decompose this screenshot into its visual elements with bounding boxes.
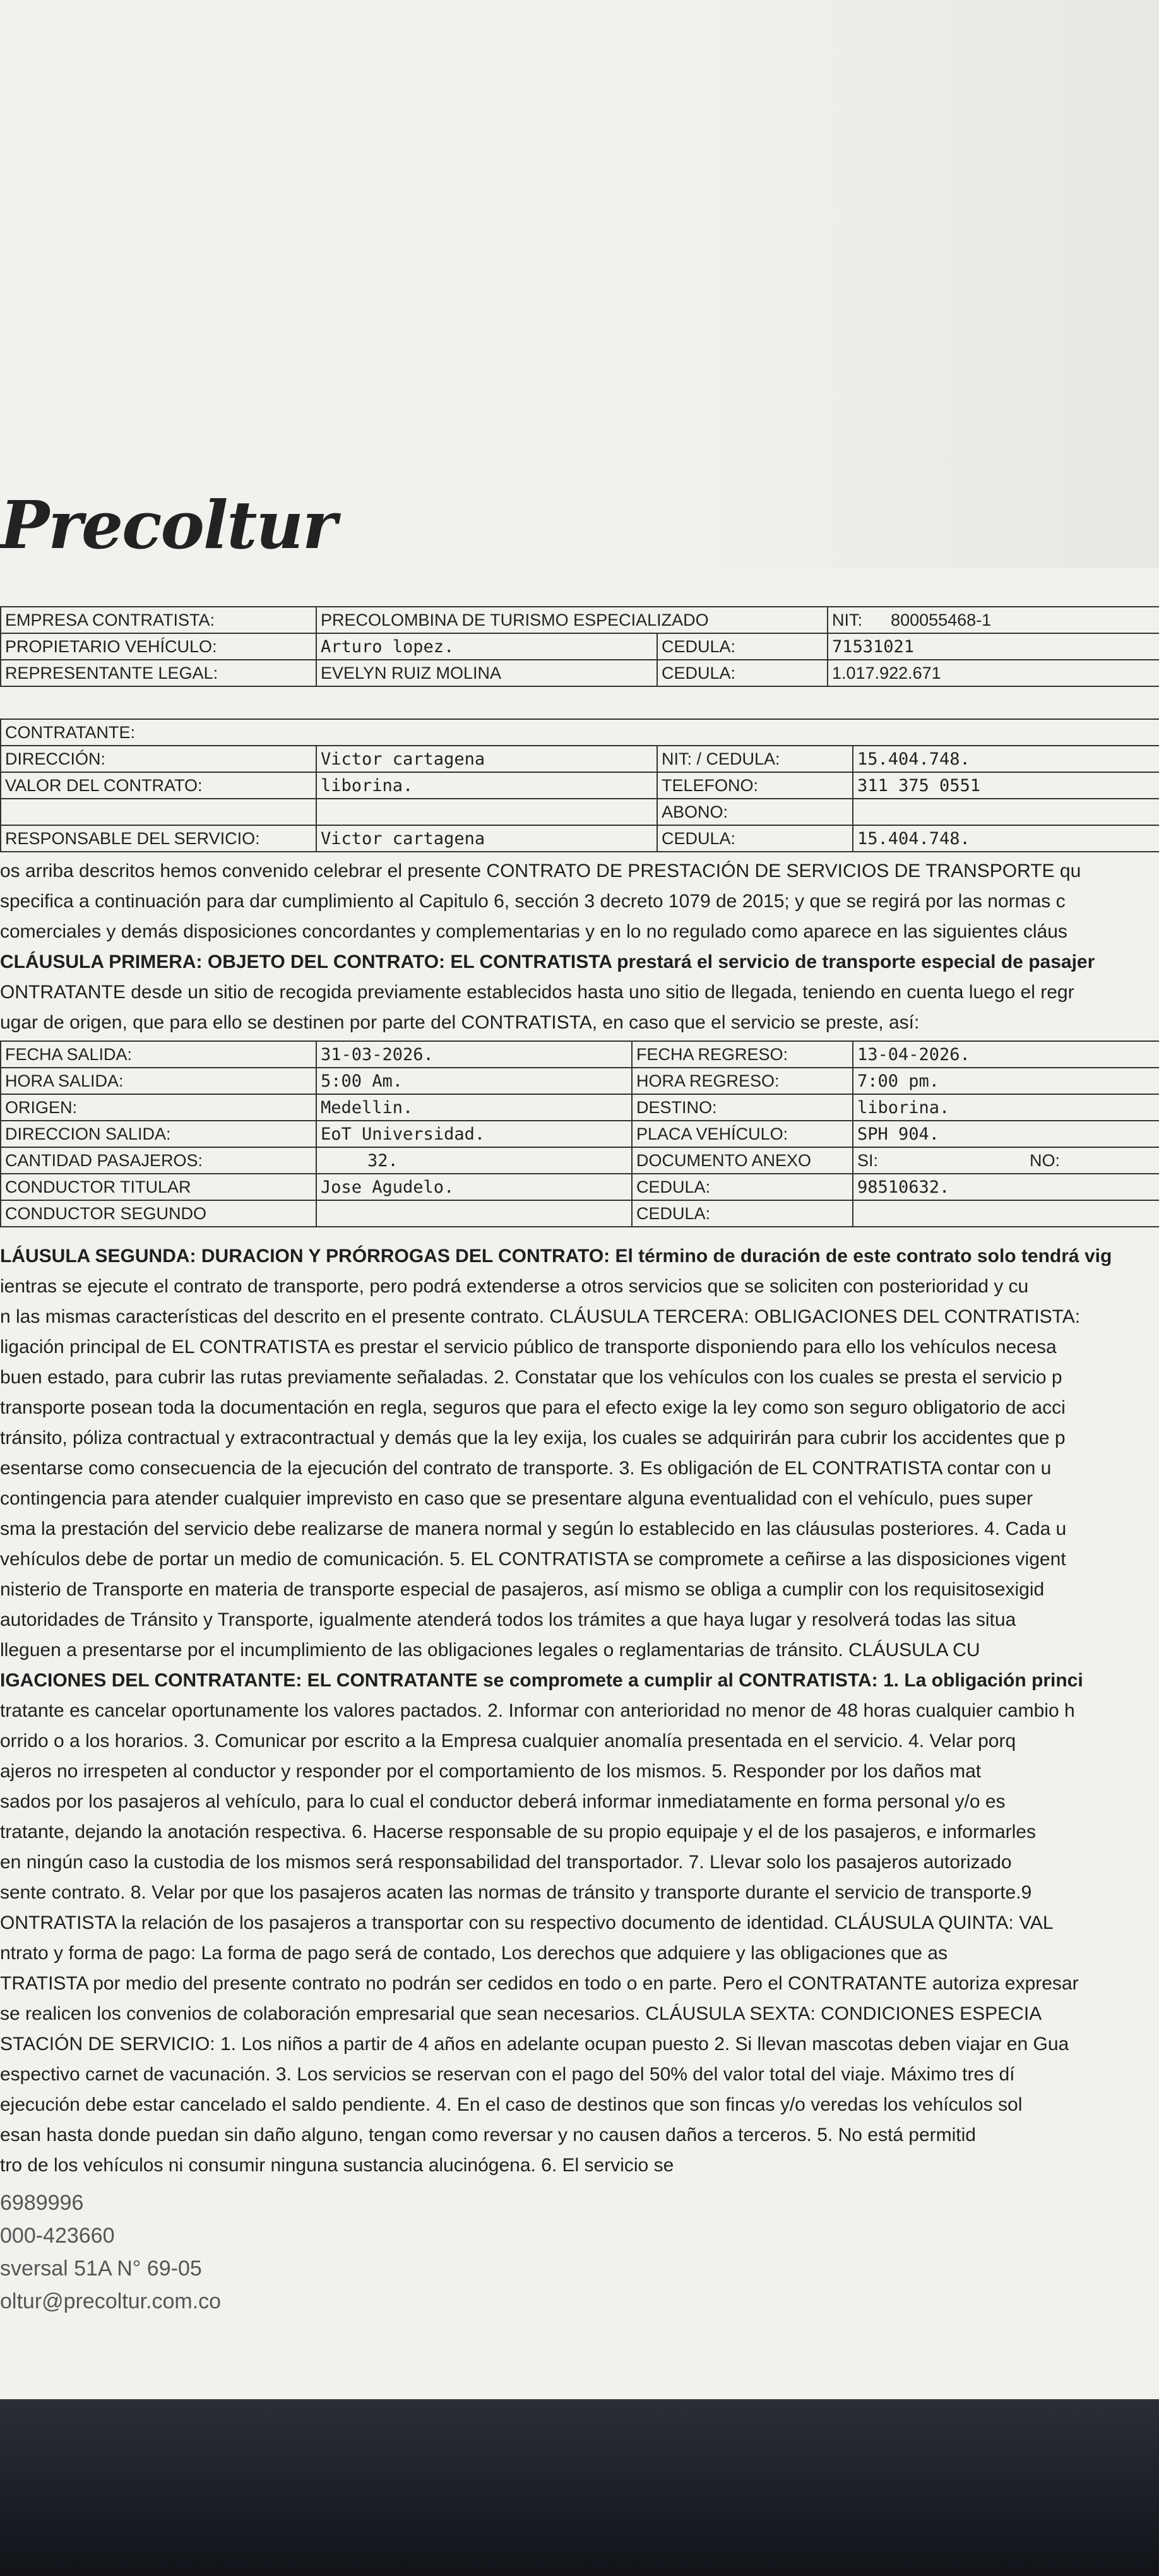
hora-regreso-label: HORA REGRESO:: [632, 1068, 853, 1094]
propietario-label: PROPIETARIO VEHÍCULO:: [1, 633, 316, 660]
company-table: [0, 606, 1159, 687]
destino-label: DESTINO:: [632, 1094, 853, 1121]
conductor-segundo-cedula-label: CEDULA:: [632, 1200, 853, 1227]
representante-value: EVELYN RUIZ MOLINA: [316, 660, 657, 686]
hora-salida-label: HORA SALIDA:: [1, 1068, 316, 1094]
nit-label: NIT:: [832, 610, 863, 629]
intro-line: ugar de origen, que para ello se destinen por parte del CONTRATISTA, en caso que el servicio se preste, así:: [0, 1012, 920, 1033]
clause-line: orrido o a los horarios. 3. Comunicar por escrito a la Empresa cualquier anomalía presentada en el servicio. 4. Velar porq: [0, 1731, 1016, 1751]
responsable-cedula-label: CEDULA:: [657, 825, 853, 852]
clause-line: buen estado, para cubrir las rutas previamente señaladas. 2. Constatar que los vehículos con los cuales se presta el servicio p: [0, 1367, 1062, 1388]
company-logo: Precoltur: [0, 486, 336, 564]
clause-line: espectivo carnet de vacunación. 3. Los servicios se reservan con el pago del 50% del valor total del viaje. Máximo tres dí: [0, 2064, 1015, 2085]
clause-line: nisterio de Transporte en materia de transporte especial de pasajeros, así mismo se obliga a cumplir con los requisitosexigid: [0, 1579, 1045, 1600]
nit-cell: [828, 607, 1159, 633]
clause-line: ejecución debe estar cancelado el saldo pendiente. 4. En el caso de destinos que son fincas y/o veredas los vehículos sol: [0, 2094, 1023, 2115]
propietario-cedula-value: 71531021: [828, 633, 1159, 660]
clause-line: tro de los vehículos ni consumir ninguna sustancia alucinógena. 6. El servicio se: [0, 2155, 674, 2176]
telefono-value: 311 375 0551: [853, 772, 1159, 799]
origen-label: ORIGEN:: [1, 1094, 316, 1121]
clause-line: tratante es cancelar oportunamente los valores pactados. 2. Informar con anterioridad no menor de 48 horas cualquier cambio h: [0, 1700, 1075, 1721]
fecha-salida-label: FECHA SALIDA:: [1, 1041, 316, 1068]
clause-line: tratante, dejando la anotación respectiva. 6. Hacerse responsable de su propio equipaje y el de los pasajeros, e informarles: [0, 1822, 1036, 1842]
placa-value: SPH 904.: [853, 1121, 1159, 1147]
paper-fold-shadow: [631, 0, 1159, 568]
conductor-titular-cedula-label: CEDULA:: [632, 1174, 853, 1200]
clause-line: n las mismas características del descrito en el presente contrato. CLÁUSULA TERCERA: OBLIGACIONES DEL CONTRATISTA:: [0, 1306, 1081, 1327]
valor-value: liborina.: [316, 772, 657, 799]
footer-phone: 6989996: [0, 2191, 84, 2215]
responsable-placeholder-label: [1, 799, 316, 825]
propietario-value: Arturo lopez.: [316, 633, 657, 660]
destino-value: liborina.: [853, 1094, 1159, 1121]
responsable-cedula-value: 15.404.748.: [853, 825, 1159, 852]
fecha-regreso-label: FECHA REGRESO:: [632, 1041, 853, 1068]
clause-line: esentarse como consecuencia de la ejecución del contrato de transporte. 3. Es obligación de EL CONTRATISTA contar con u: [0, 1458, 1052, 1479]
direccion-salida-label: DIRECCION SALIDA:: [1, 1121, 316, 1147]
clause-line: tránsito, póliza contractual y extracontractual y demás que la ley exija, los cuales se adquirirán para cubrir los accidentes que p: [0, 1428, 1066, 1448]
clause-line: ONTRATISTA la relación de los pasajeros a transportar con su respectivo documento de identidad. CLÁUSULA QUINTA: VAL: [0, 1912, 1054, 1933]
empty-cell: [316, 799, 657, 825]
clause-line: se realicen los convenios de colaboración empresarial que sean necesarios. CLÁUSULA SEXTA: CONDICIONES ESPECIA: [0, 2003, 1042, 2024]
hora-salida-value: 5:00 Am.: [316, 1068, 632, 1094]
nit-cedula-label: NIT: / CEDULA:: [657, 746, 853, 772]
clause-line: sma la prestación del servicio debe realizarse de manera normal y según lo establecido en las cláusulas posteriores. 4. Cada u: [0, 1518, 1067, 1539]
empresa-label: EMPRESA CONTRATISTA:: [1, 607, 316, 633]
footer-email: oltur@precoltur.com.co: [0, 2289, 222, 2313]
conductor-titular-label: CONDUCTOR TITULAR: [1, 1174, 316, 1200]
documento-label: DOCUMENTO ANEXO: [632, 1147, 853, 1174]
clause-line: vehículos debe de portar un medio de comunicación. 5. EL CONTRATISTA se compromete a ceñirse a las disposiciones vigent: [0, 1549, 1066, 1570]
contratante-table: [0, 719, 1159, 852]
clause-line: ligación principal de EL CONTRATISTA es prestar el servicio público de transporte disponiendo para ello los vehículos necesa: [0, 1337, 1057, 1357]
conductor-segundo-label: CONDUCTOR SEGUNDO: [1, 1200, 316, 1227]
intro-line: ONTRATANTE desde un sitio de recogida previamente establecidos hasta uno sitio de llegada, teniendo en cuenta luego el regr: [0, 982, 1074, 1003]
abono-value: [853, 799, 1159, 825]
cantidad-value: 32.: [316, 1147, 632, 1174]
clause-line: sente contrato. 8. Velar por que los pasajeros acaten las normas de tránsito y transporte durante el servicio de transporte.9: [0, 1882, 1032, 1903]
clause-line: lleguen a presentarse por el incumplimiento de las obligaciones legales o reglamentarias de tránsito. CLÁUSULA CU: [0, 1640, 980, 1661]
responsable-value: Victor cartagena: [316, 825, 657, 852]
empresa-value: PRECOLOMBINA DE TURISMO ESPECIALIZADO: [316, 607, 828, 633]
intro-line: os arriba descritos hemos convenido celebrar el presente CONTRATO DE PRESTACIÓN DE SERVICIOS DE TRANSPORTE qu: [0, 861, 1081, 881]
intro-line: CLÁUSULA PRIMERA: OBJETO DEL CONTRATO: EL CONTRATISTA prestará el servicio de transporte especial de pasajer: [0, 951, 1095, 972]
no-label: NO:: [1030, 1150, 1061, 1170]
fecha-salida-value: 31-03-2026.: [316, 1041, 632, 1068]
hora-regreso-value: 7:00 pm.: [853, 1068, 1159, 1094]
trip-table: [0, 1041, 1159, 1227]
clause-line: contingencia para atender cualquier imprevisto en caso que se presentare alguna eventualidad con el vehículo, pues super: [0, 1488, 1033, 1509]
contratante-label: CONTRATANTE:: [1, 719, 1159, 746]
clause-line: en ningún caso la custodia de los mismos será responsabilidad del transportador. 7. Llevar solo los pasajeros autorizado: [0, 1852, 1012, 1873]
abono-label: ABONO:: [657, 799, 853, 825]
direccion-label: DIRECCIÓN:: [1, 746, 316, 772]
clause-line: STACIÓN DE SERVICIO: 1. Los niños a partir de 4 años en adelante ocupan puesto 2. Si llevan mascotas deben viajar en Gua: [0, 2034, 1069, 2054]
telefono-label: TELEFONO:: [657, 772, 853, 799]
responsable-label: RESPONSABLE DEL SERVICIO:: [1, 825, 316, 852]
si-label: SI:: [857, 1150, 879, 1170]
fecha-regreso-value: 13-04-2026.: [853, 1041, 1159, 1068]
cantidad-label: CANTIDAD PASAJEROS:: [1, 1147, 316, 1174]
clause-line: LÁUSULA SEGUNDA: DURACION Y PRÓRROGAS DEL CONTRATO: El término de duración de este contrato solo tendrá vig: [0, 1246, 1112, 1267]
footer-address: sversal 51A N° 69-05: [0, 2257, 202, 2281]
dark-surface-background: [0, 2399, 1159, 2576]
footer-phone-2: 000-423660: [0, 2224, 115, 2248]
clause-line: transporte posean toda la documentación en regla, seguros que para el efecto exige la ley como son seguro obligatorio de acci: [0, 1397, 1066, 1418]
origen-value: Medellin.: [316, 1094, 632, 1121]
clause-line: TRATISTA por medio del presente contrato no podrán ser cedidos en todo o en parte. Pero el CONTRATANTE autoriza expresar: [0, 1973, 1079, 1994]
nit-cedula-value: 15.404.748.: [853, 746, 1159, 772]
direccion-value: Victor cartagena: [316, 746, 657, 772]
clause-line: IGACIONES DEL CONTRATANTE: EL CONTRATANTE se compromete a cumplir al CONTRATISTA: 1. La obligación princi: [0, 1670, 1083, 1691]
nit-value: 800055468-1: [891, 610, 992, 629]
clause-line: ientras se ejecute el contrato de transporte, pero podrá extenderse a otros servicios que se soliciten con posterioridad y cu: [0, 1276, 1029, 1297]
conductor-titular-cedula-value: 98510632.: [853, 1174, 1159, 1200]
clause-line: autoridades de Tránsito y Transporte, igualmente atenderá todos los trámites a que haya lugar y resolverá todas las situa: [0, 1609, 1016, 1630]
representante-label: REPRESENTANTE LEGAL:: [1, 660, 316, 686]
conductor-titular-value: Jose Agudelo.: [316, 1174, 632, 1200]
clause-line: ntrato y forma de pago: La forma de pago será de contado, Los derechos que adquiere y las obligaciones que as: [0, 1943, 948, 1964]
intro-line: specifica a continuación para dar cumplimiento al Capitulo 6, sección 3 decreto 1079 de 2015; y que se regirá por las normas c: [0, 891, 1066, 912]
direccion-salida-value: EoT Universidad.: [316, 1121, 632, 1147]
documento-si-no: [853, 1147, 1159, 1174]
clause-line: ajeros no irrespeten al conductor y responder por el comportamiento de los mismos. 5. Responder por los daños mat: [0, 1761, 982, 1782]
clause-line: sados por los pasajeros al vehículo, para lo cual el conductor deberá informar inmediatamente en forma personal y/o es: [0, 1791, 1006, 1812]
representante-cedula-value: 1.017.922.671: [828, 660, 1159, 686]
propietario-cedula-label: CEDULA:: [657, 633, 828, 660]
conductor-segundo-cedula-value: [853, 1200, 1159, 1227]
representante-cedula-label: CEDULA:: [657, 660, 828, 686]
conductor-segundo-value: [316, 1200, 632, 1227]
intro-line: comerciales y demás disposiciones concordantes y complementarias y en lo no regulado como aparece en las siguientes cláus: [0, 921, 1067, 942]
placa-label: PLACA VEHÍCULO:: [632, 1121, 853, 1147]
valor-label: VALOR DEL CONTRATO:: [1, 772, 316, 799]
clause-line: esan hasta donde puedan sin daño alguno, tengan como reversar y no causen daños a terceros. 5. No está permitid: [0, 2125, 976, 2145]
